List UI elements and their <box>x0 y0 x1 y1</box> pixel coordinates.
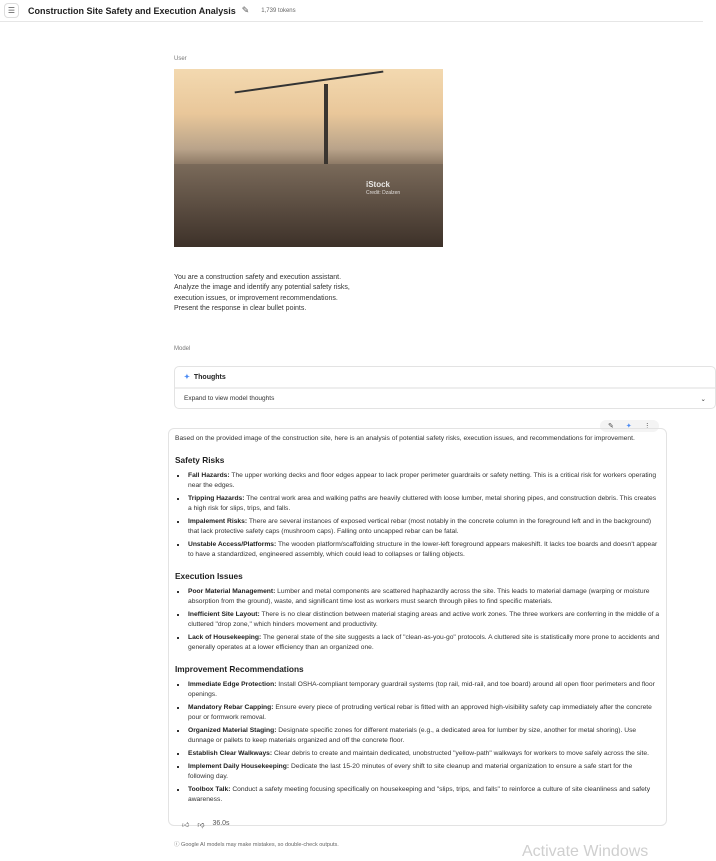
list-item <box>187 726 660 746</box>
section-heading: Improvement Recommendations <box>175 664 304 674</box>
section-heading: Execution Issues <box>175 571 243 581</box>
list-item <box>187 785 660 805</box>
item-title: Implement Daily Housekeeping: <box>188 763 290 770</box>
item-title: Mandatory Rebar Capping: <box>188 704 274 711</box>
expand-thoughts-button[interactable] <box>175 389 715 408</box>
construction-site-image <box>174 69 443 247</box>
chevron-down-icon: ⌄ <box>700 395 706 403</box>
item-text: Lumber and metal components are scattered haphazardly across the site. This leads to material damage (warping or moisture absorption from the ground), waste, and significant time lost as workers must search through piles to find specific materials. <box>188 588 650 605</box>
item-text: There are several instances of exposed vertical rebar (most notably in the concrete column in the foreground left and in the background) that lack protective safety caps (mushroom caps). Falling onto uncapped rebar can be fatal. <box>188 518 652 535</box>
prompt-line: Analyze the image and identify any potential safety risks, <box>174 284 350 292</box>
section-heading: Safety Risks <box>175 455 225 465</box>
item-title: Inefficient Site Layout: <box>188 611 260 618</box>
item-text: Conduct a safety meeting focusing specifically on housekeeping and "slips, trips, and falls" to reinforce a culture of site cleanliness and safety awareness. <box>188 786 651 803</box>
item-text: Ensure every piece of protruding vertical rebar is fitted with an approved high-visibility safety cap immediately after the concrete pour or formwork removal. <box>188 704 652 721</box>
crane-jib <box>235 71 384 94</box>
response-intro: Based on the provided image of the construction site, here is an analysis of potential safety risks, execution issues, and recommendations for improvement. <box>175 435 635 442</box>
model-label: Model <box>174 346 191 352</box>
thumbs-up-icon[interactable]: 👍︎ <box>182 822 190 829</box>
edit-icon[interactable]: ✎ <box>608 423 614 430</box>
thoughts-header <box>175 367 715 389</box>
site-floor <box>174 164 443 247</box>
item-text: The upper working decks and floor edges appear to lack proper perimeter guardrails or safety netting. This is a critical risk for workers operating near the edges. <box>188 472 657 489</box>
list-item <box>187 680 660 700</box>
item-title: Immediate Edge Protection: <box>188 681 277 688</box>
bullet-list <box>175 587 660 653</box>
list-item <box>187 540 660 560</box>
item-title: Lack of Housekeeping: <box>188 634 262 641</box>
item-title: Tripping Hazards: <box>188 495 245 502</box>
item-text: The general state of the site suggests a lack of "clean-as-you-go" protocols. A cluttered site is statistically more prone to accidents and generally operates at a lower efficiency than an organized one. <box>188 634 660 651</box>
item-title: Fall Hazards: <box>188 472 230 479</box>
prompt-line: Present the response in clear bullet points. <box>174 304 307 312</box>
item-title: Organized Material Staging: <box>188 727 277 734</box>
list-item <box>187 633 660 653</box>
rerun-sparkle-icon[interactable]: ✦ <box>625 423 632 430</box>
item-text: Install OSHA-compliant temporary guardrail systems (top rail, mid-rail, and toe board) around all open floor perimeters and floor openings. <box>188 681 655 698</box>
item-title: Establish Clear Walkways: <box>188 750 273 757</box>
edit-title-icon[interactable]: ✎ <box>241 5 250 15</box>
thoughts-panel <box>174 366 716 409</box>
list-item <box>187 494 660 514</box>
bullet-list <box>175 680 660 805</box>
item-text: Clear debris to create and maintain dedicated, unobstructed "yellow-path" walkways for workers to move safely across the site. <box>272 750 649 757</box>
list-item <box>187 762 660 782</box>
item-text: The central work area and walking paths are heavily cluttered with loose lumber, metal shoring pipes, and construction debris. This creates a high risk for slips, trips, and falls. <box>188 495 657 512</box>
thoughts-title: Thoughts <box>193 373 226 381</box>
watermark: iStock <box>366 180 391 189</box>
more-options-icon[interactable]: ⋮ <box>643 423 651 430</box>
sparkle-icon: ✦ <box>184 374 190 381</box>
item-title: Unstable Access/Platforms: <box>188 541 277 548</box>
feedback-bar <box>182 820 230 829</box>
list-item <box>187 471 660 491</box>
list-item <box>187 749 660 759</box>
elapsed-time: 36.0s <box>212 820 230 827</box>
list-item <box>187 703 660 723</box>
item-text: There is no clear distinction between material staging areas and active work zones. The three workers are conferring in the middle of a cluttered "drop zone," which hinders movement and productivity. <box>188 611 660 628</box>
disclaimer <box>174 840 339 848</box>
model-response <box>168 428 667 826</box>
disclaimer-text: Google AI models may make mistakes, so double-check outputs. <box>181 842 339 848</box>
item-title: Impalement Risks: <box>188 518 248 525</box>
menu-icon[interactable]: ☰ <box>4 3 19 18</box>
item-text: Designate specific zones for different materials (e.g., a dedicated area for lumber by size, another for metal shoring). Use dunnage or pallets to keep materials organized and off the concrete floor. <box>188 727 637 744</box>
item-text: Dedicate the last 15-20 minutes of every shift to site cleanup and material organization to ensure a safe start for the following day. <box>188 763 633 780</box>
item-text: The wooden platform/scaffolding structure in the lower-left foreground appears makeshift. It lacks toe boards and doesn't appear to have a standardized, engineered assembly, which could lead to collapses or falling objects. <box>188 541 658 558</box>
user-label: User <box>174 56 187 62</box>
os-activation-watermark: Activate Windows <box>522 843 649 860</box>
token-count: 1,739 tokens <box>261 7 296 14</box>
list-item <box>187 587 660 607</box>
thumbs-down-icon[interactable]: 👎︎ <box>197 822 205 829</box>
list-item <box>187 517 660 537</box>
watermark-credit: Credit: Dzalzen <box>366 190 401 196</box>
list-item <box>187 610 660 630</box>
prompt-line: execution issues, or improvement recommendations. <box>174 294 338 302</box>
expand-thoughts-label: Expand to view model thoughts <box>184 395 275 402</box>
item-title: Toolbox Talk: <box>188 786 231 793</box>
item-title: Poor Material Management: <box>188 588 276 595</box>
top-bar <box>0 0 703 22</box>
page-title: Construction Site Safety and Execution Analysis <box>28 5 236 16</box>
bullet-list <box>175 471 660 560</box>
info-icon: ⓘ <box>174 842 180 848</box>
user-prompt <box>174 273 350 314</box>
prompt-line: You are a construction safety and execution assistant. <box>174 274 342 281</box>
